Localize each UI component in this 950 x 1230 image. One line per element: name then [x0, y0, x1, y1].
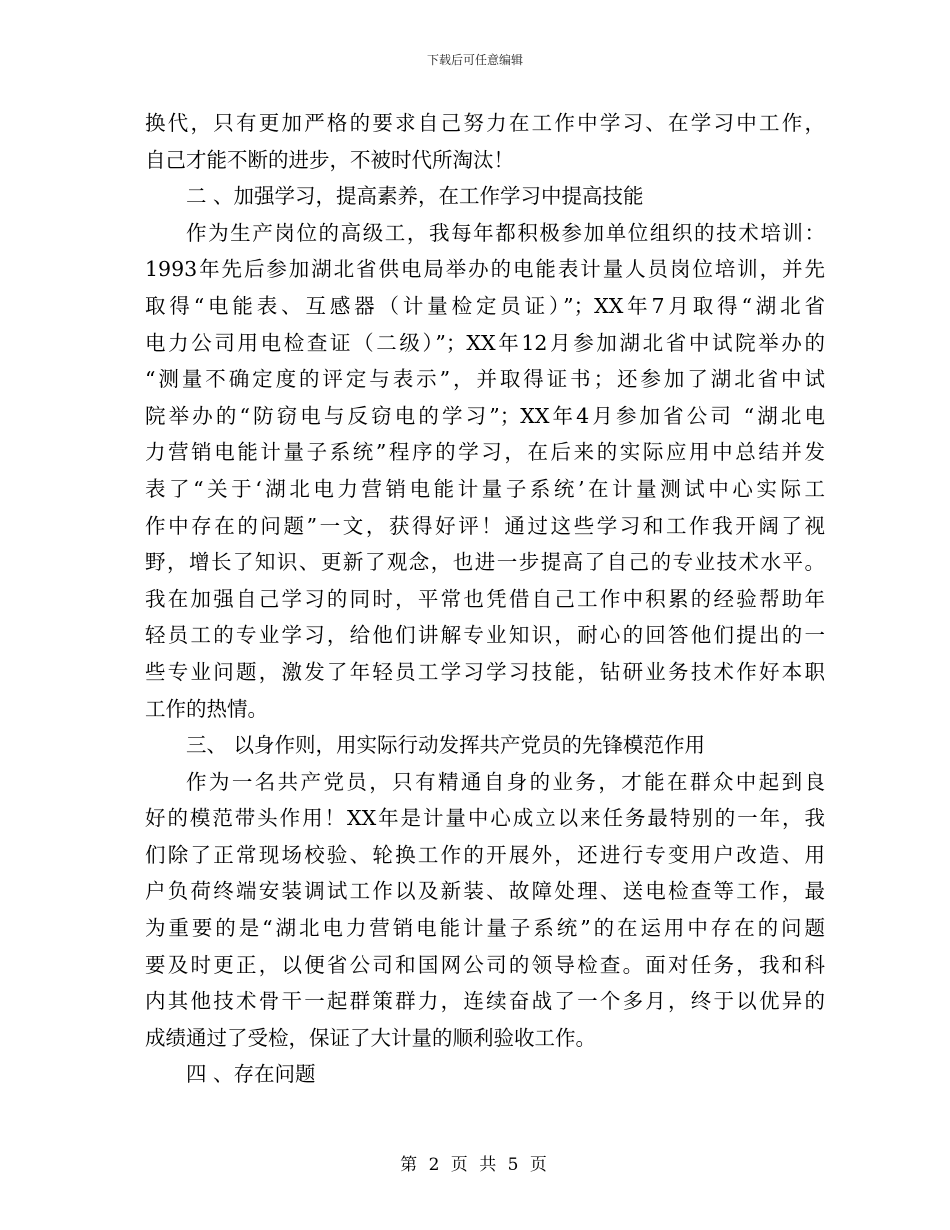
body-line: 电力公司用电检查证（二级）”；XX年12月参加湖北省中试院举办的	[145, 330, 825, 355]
body-line: 作中存在的问题”一文，获得好评！通过这些学习和工作我开阔了视	[145, 513, 825, 538]
body-line: 轻员工的专业学习，给他们讲解专业知识，耐心的回答他们提出的一	[145, 623, 825, 648]
body-line: 户负荷终端安装调试工作以及新装、故障处理、送电检查等工作，最	[145, 879, 825, 904]
body-line: 作为一名共产党员，只有精通自身的业务，才能在群众中起到良	[186, 769, 825, 794]
body-line: 换代，只有更加严格的要求自己努力在工作中学习、在学习中工作，	[145, 111, 825, 135]
body-line: 1993年先后参加湖北省供电局举办的电能表计量人员岗位培训，并先	[145, 257, 825, 282]
body-line: “测量不确定度的评定与表示”，并取得证书；还参加了湖北省中试	[145, 367, 825, 392]
section-heading: 三、 以身作则，用实际行动发挥共产党员的先锋模范作用	[186, 733, 706, 758]
body-line: 要及时更正，以便省公司和国网公司的领导检查。面对任务，我和科	[145, 952, 825, 977]
body-line: 表了“关于‘湖北电力营销电能计量子系统’在计量测试中心实际工	[145, 476, 825, 501]
body-line: 自己才能不断的进步，不被时代所淘汰！	[145, 147, 514, 172]
body-line: 取得“电能表、互感器（计量检定员证）”；XX年7月取得“湖北省	[145, 293, 825, 318]
body-line: 我在加强自己学习的同时，平常也凭借自己工作中积累的经验帮助年	[145, 586, 825, 611]
body-line: 为重要的是“湖北电力营销电能计量子系统”的在运用中存在的问题	[145, 916, 825, 941]
body-line: 力营销电能计量子系统”程序的学习，在后来的实际应用中总结并发	[145, 440, 825, 465]
section-heading: 四 、存在问题	[186, 1062, 316, 1087]
body-line: 院举办的“防窃电与反窃电的学习”；XX年4月参加省公司 “湖北电	[145, 403, 825, 428]
section-heading: 二 、加强学习，提高素养，在工作学习中提高技能	[186, 184, 644, 209]
body-line: 内其他技术骨干一起群策群力，连续奋战了一个多月，终于以优异的	[145, 989, 825, 1014]
body-line: 作为生产岗位的高级工，我每年都积极参加单位组织的技术培训：	[186, 220, 825, 245]
body-line: 成绩通过了受检，保证了大计量的顺利验收工作。	[145, 1025, 596, 1050]
body-line: 好的模范带头作用！XX年是计量中心成立以来任务最特别的一年，我	[145, 806, 825, 831]
body-line: 们除了正常现场校验、轮换工作的开展外，还进行专变用户改造、用	[145, 842, 825, 867]
body-line: 工作的热情。	[145, 696, 268, 721]
body-line: 些专业问题，激发了年轻员工学习学习技能，钻研业务技术作好本职	[145, 659, 825, 684]
body-line: 野，增长了知识、更新了观念，也进一步提高了自己的专业技术水平。	[145, 550, 825, 575]
document-body	[145, 105, 825, 1093]
page-header: 下载后可任意编辑	[426, 53, 523, 67]
page-footer: 第 2 页 共 5 页	[400, 1155, 550, 1175]
